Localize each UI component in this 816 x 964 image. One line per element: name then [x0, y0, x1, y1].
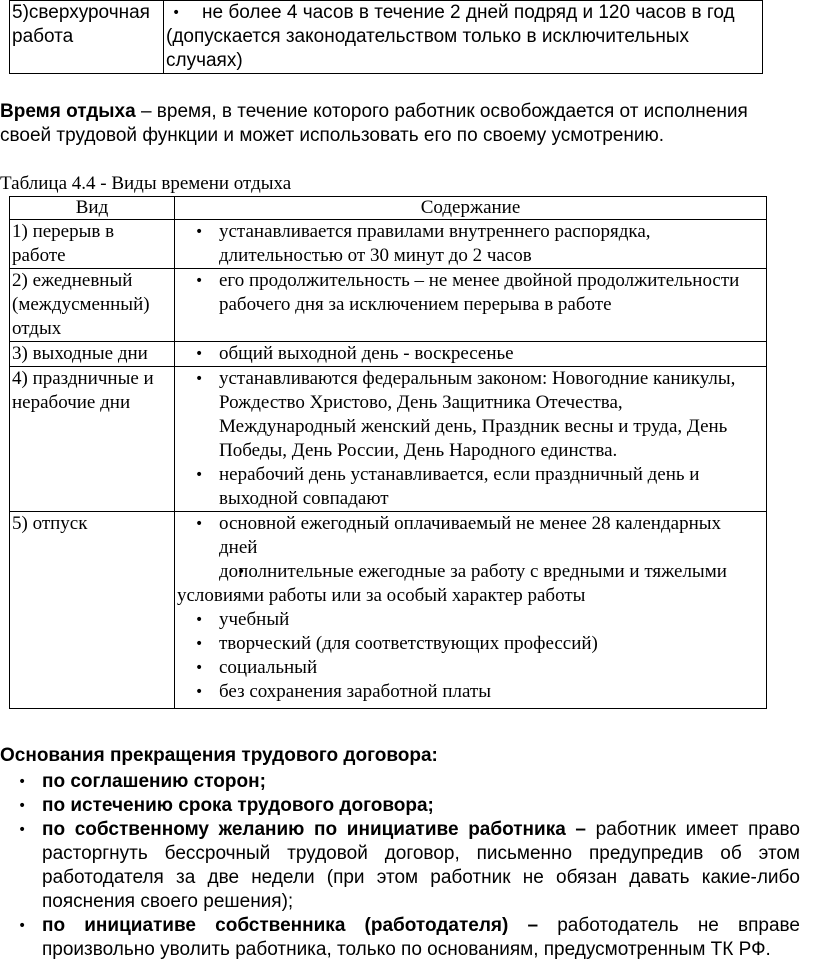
table-row [10, 269, 767, 342]
overtime-rest: (допускается законодательством только в исключительных случаях) [166, 26, 689, 71]
list-item: • устанавливаются федеральным законом: Новогодние каникулы, Рождество Христово, День Защитника Отечества, Международный женский день, Праздник весны и труда, День Победы, День России, День Народного единства. [177, 367, 764, 463]
row-kind: 1) перерыв в работе [12, 221, 115, 266]
overtime-label: 5)сверхурочная работа [12, 2, 150, 47]
termination-section [0, 744, 800, 962]
list-item: • дополнительные ежегодные за работу с вредными и тяжелыми условиями работы или за особый характер работы [177, 560, 764, 608]
table-row [10, 367, 767, 512]
list-item: • без сохранения заработной платы [177, 680, 764, 704]
table-caption: Таблица 4.4 - Виды времени отдыха [0, 173, 292, 194]
list-item: • по собственному желанию по инициативе работника – работник имеет право расторгнуть бессрочный трудовой договор, письменно предупредив об этом работодателя за две недели (при этом работник не обязан давать какие-либо пояснения своего решения); [0, 818, 800, 914]
table-row [10, 512, 767, 709]
row-kind: 4) праздничные и нерабочие дни [12, 368, 154, 413]
list-item: • его продолжительность – не менее двойной продолжительности рабочего дня за исключением перерыва в работе [177, 269, 764, 317]
rest-types-table [9, 196, 767, 709]
list-item: • по истечению срока трудового договора; [0, 794, 800, 818]
overtime-first-line: не более 4 часов в течение 2 дней подряд и 120 часов в год [202, 2, 735, 23]
overtime-label-cell [10, 1, 164, 74]
list-item: • социальный [177, 656, 764, 680]
rest-time-text: – время, в течение которого работник освобождается от исполнения своей трудовой функции и может использовать его по своему усмотрению. [0, 101, 748, 146]
overtime-table [9, 0, 763, 74]
table-header-row [10, 197, 767, 220]
row-kind: 3) выходные дни [12, 343, 148, 364]
bullet-icon: • [172, 5, 181, 21]
list-item: • устанавливается правилами внутреннего распорядка, длительностью от 30 минут до 2 часов [177, 220, 764, 268]
list-item: • учебный [177, 608, 764, 632]
header-content: Содержание [175, 197, 767, 220]
list-item: • общий выходной день - воскресенье [177, 342, 764, 366]
row-kind: 5) отпуск [12, 513, 88, 534]
list-item: • по инициативе собственника (работодателя) – работодатель не вправе произвольно уволить работника, только по основаниям, предусмотренным ТК РФ. [0, 914, 800, 962]
rest-time-term: Время отдыха [0, 101, 136, 122]
table-row [10, 220, 767, 269]
rest-time-definition [0, 100, 790, 148]
list-item: • основной ежегодный оплачиваемый не менее 28 календарных дней [177, 512, 764, 560]
list-item: • творческий (для соответствующих профессий) [177, 632, 764, 656]
row-kind: 2) ежедневный (междусменный) отдых [12, 270, 150, 339]
termination-heading: Основания прекращения трудового договора: [0, 745, 438, 766]
header-kind: Вид [10, 197, 175, 220]
termination-list [0, 770, 800, 962]
list-item: • по соглашению сторон; [0, 770, 800, 794]
table-row [10, 342, 767, 367]
overtime-content-cell [164, 1, 763, 74]
list-item: • нерабочий день устанавливается, если праздничный день и выходной совпадают [177, 463, 764, 511]
